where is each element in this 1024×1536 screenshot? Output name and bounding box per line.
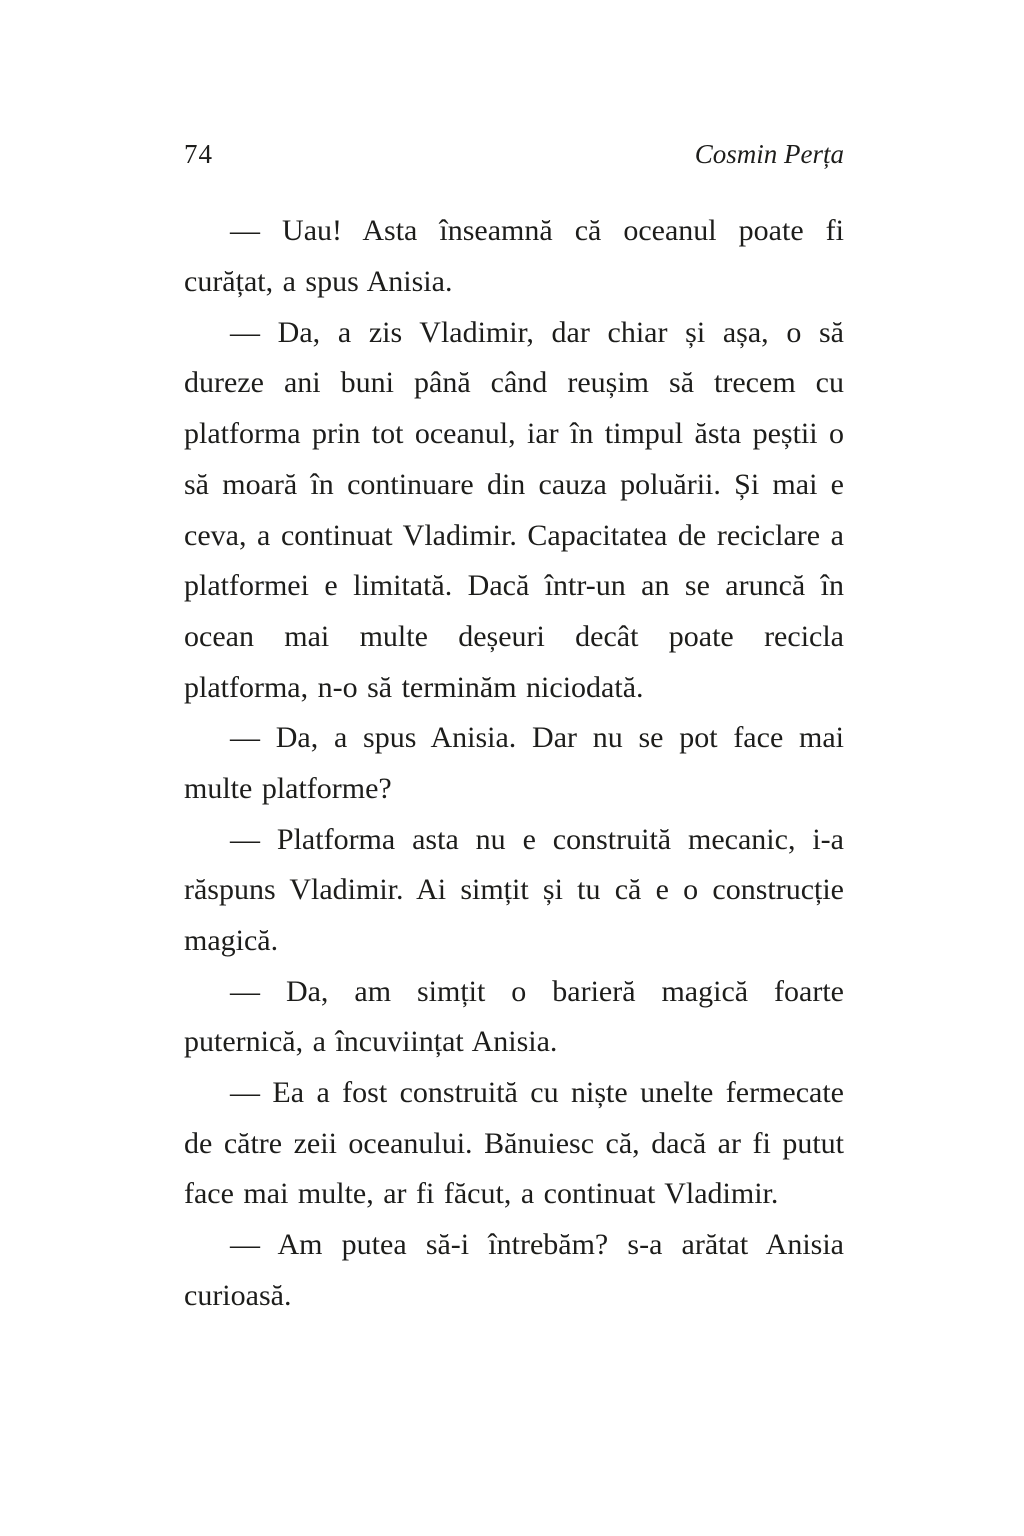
running-header-author: Cosmin Perța	[694, 139, 844, 169]
paragraph: — Da, a spus Anisia. Dar nu se pot face mai multe platforme?	[184, 721, 844, 805]
paragraph: — Da, am simțit o barieră magică foarte puternică, a încuviințat Anisia.	[184, 974, 844, 1059]
paragraph: — Ea a fost construită cu niște unelte fermecate de către zeii oceanului. Bănuiesc că, dacă ar fi putut face mai multe, ar fi făcut, a continuat Vladimir.	[184, 1076, 844, 1211]
page-number: 74	[184, 139, 213, 169]
paragraph: — Am putea să-i întrebăm? s-a arătat Anisia curioasă.	[184, 1228, 844, 1312]
paragraph: — Da, a zis Vladimir, dar chiar și așa, o să dureze ani buni până când reușim să trecem cu platforma prin tot oceanul, iar în timpul ăsta peștii o să moară în continuare din cauza poluării. Și mai e ceva, a continuat Vladimir. Capacitatea de reciclare a platformei e limitată. Dacă într-un an se aruncă în ocean mai multe deșeuri decât poate recicla platforma, n-o să terminăm niciodată.	[184, 315, 844, 704]
paragraph: — Uau! Asta înseamnă că oceanul poate fi curățat, a spus Anisia.	[184, 214, 844, 299]
page-header	[184, 138, 844, 170]
paragraph: — Platforma asta nu e construită mecanic, i-a răspuns Vladimir. Ai simțit și tu că e o construcție magică.	[184, 822, 844, 958]
page-body	[184, 206, 844, 1321]
